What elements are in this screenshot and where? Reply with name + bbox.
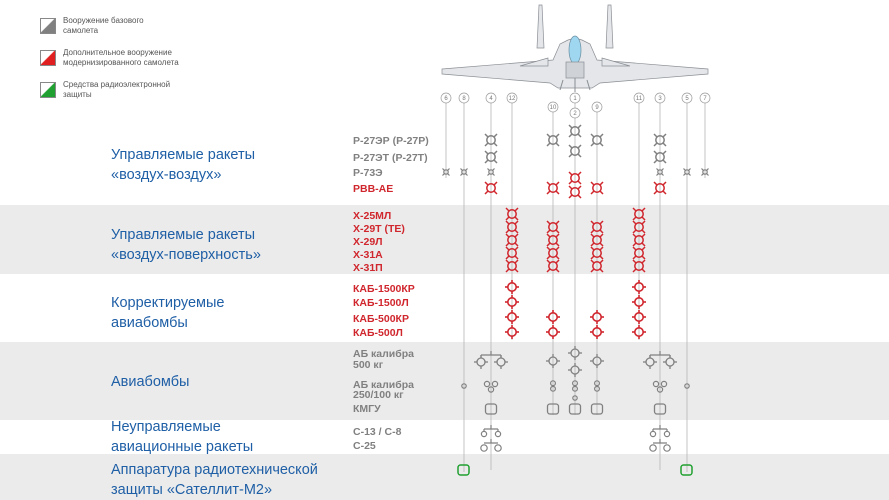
- stores-bombs: [462, 346, 689, 414]
- aircraft-silhouette-icon: [442, 5, 708, 92]
- item-kh29t: Х-29Т (ТЕ): [353, 223, 405, 235]
- rocket-pod-icon: [481, 431, 486, 436]
- item-ab500-line1: АБ калибра: [353, 348, 415, 360]
- station-8: [459, 93, 469, 103]
- item-kh29l: Х-29Л: [353, 236, 383, 248]
- station-4: [486, 93, 496, 103]
- ew-pod-icon: [681, 465, 692, 475]
- item-kh31a: Х-31А: [353, 249, 383, 261]
- item-kh25ml: Х-25МЛ: [353, 210, 392, 222]
- category-bombs-line1: Авиабомбы: [111, 374, 190, 390]
- category-air-to-surface-line1: Управляемые ракеты: [111, 227, 256, 243]
- ew-pod-icon: [458, 465, 469, 475]
- station-2: [570, 108, 580, 118]
- rocket-s25-icon: [650, 445, 656, 451]
- item-kab500kr: КАБ-500КР: [353, 313, 409, 325]
- item-kab1500kr: КАБ-1500КР: [353, 283, 415, 295]
- legend-ew-line2: защиты: [63, 90, 92, 99]
- stores-guided-bombs: [505, 280, 646, 339]
- legend-base-line2: самолета: [63, 26, 99, 35]
- rocket-pod-icon: [495, 431, 500, 436]
- station-markers: [441, 93, 710, 118]
- category-ew-suite-line2: защиты «Сателлит-М2»: [111, 482, 273, 498]
- legend-base-line1: Вооружение базового: [63, 16, 144, 25]
- category-guided-bombs-line1: Корректируемые: [111, 295, 225, 311]
- bomb-icon: [474, 355, 488, 369]
- pylon-lines: [446, 102, 705, 472]
- item-ab250-line2: 250/100 кг: [353, 389, 404, 401]
- bomb-icon: [643, 355, 657, 369]
- category-ew-suite-line1: Аппаратура радиотехнической: [111, 462, 318, 478]
- station-6: [441, 93, 451, 103]
- stores-rockets: [481, 425, 670, 451]
- rocket-s25-icon: [481, 445, 487, 451]
- item-s25: С-25: [353, 440, 376, 452]
- category-air-to-air-line1: Управляемые ракеты: [111, 147, 256, 163]
- station-7: [700, 93, 710, 103]
- bomb-icon: [494, 355, 508, 369]
- station-3-label: 3: [658, 96, 662, 102]
- legend-ew-line1: Средства радиоэлектронной: [63, 80, 171, 89]
- station-10-label: 10: [549, 105, 557, 111]
- item-kab1500l: КАБ-1500Л: [353, 297, 409, 309]
- station-1: [570, 93, 580, 103]
- station-3: [655, 93, 665, 103]
- category-rockets-line1: Неуправляемые: [111, 419, 221, 435]
- bomb-icon: [663, 355, 677, 369]
- item-ab250-line1: АБ калибра: [353, 379, 415, 391]
- legend-added-line1: Дополнительное вооружение: [63, 48, 172, 57]
- legend-added-line2: модернизированного самолета: [63, 58, 179, 67]
- station-10: [548, 102, 558, 112]
- station-7-label: 7: [703, 96, 707, 102]
- item-s13-s8: С-13 / С-8: [353, 426, 402, 438]
- station-9-label: 9: [595, 105, 599, 111]
- stores-air-to-surface: [506, 208, 645, 272]
- station-12-label: 12: [508, 96, 516, 102]
- item-r27er: Р-27ЭР (Р-27Р): [353, 135, 429, 147]
- item-rvv-ae: РВВ-АЕ: [353, 183, 394, 195]
- item-kab500l: КАБ-500Л: [353, 327, 403, 339]
- category-air-to-air-line2: «воздух-воздух»: [111, 167, 222, 183]
- station-5: [682, 93, 692, 103]
- station-11-label: 11: [635, 96, 643, 102]
- rocket-s25-icon: [664, 445, 670, 451]
- category-guided-bombs-line2: авиабомбы: [111, 315, 188, 331]
- category-rockets-line2: авиационные ракеты: [111, 439, 254, 455]
- station-1-label: 1: [573, 96, 577, 102]
- item-r73e: Р-73Э: [353, 167, 383, 179]
- rocket-s25-icon: [495, 445, 501, 451]
- rocket-pod-icon: [650, 431, 655, 436]
- station-4-label: 4: [489, 96, 493, 102]
- station-6-label: 6: [444, 96, 448, 102]
- rocket-pod-icon: [664, 431, 669, 436]
- category-air-to-surface-line2: «воздух-поверхность»: [111, 247, 261, 263]
- station-8-label: 8: [462, 96, 466, 102]
- item-ab500-line2: 500 кг: [353, 359, 384, 371]
- stores-ew: [458, 465, 692, 475]
- item-kmgu: КМГУ: [353, 403, 381, 415]
- station-2-label: 2: [573, 111, 577, 117]
- station-12: [507, 93, 517, 103]
- item-kh31p: Х-31П: [353, 262, 383, 274]
- station-5-label: 5: [685, 96, 689, 102]
- station-11: [634, 93, 644, 103]
- item-r27et: Р-27ЭТ (Р-27Т): [353, 152, 428, 164]
- station-9: [592, 102, 602, 112]
